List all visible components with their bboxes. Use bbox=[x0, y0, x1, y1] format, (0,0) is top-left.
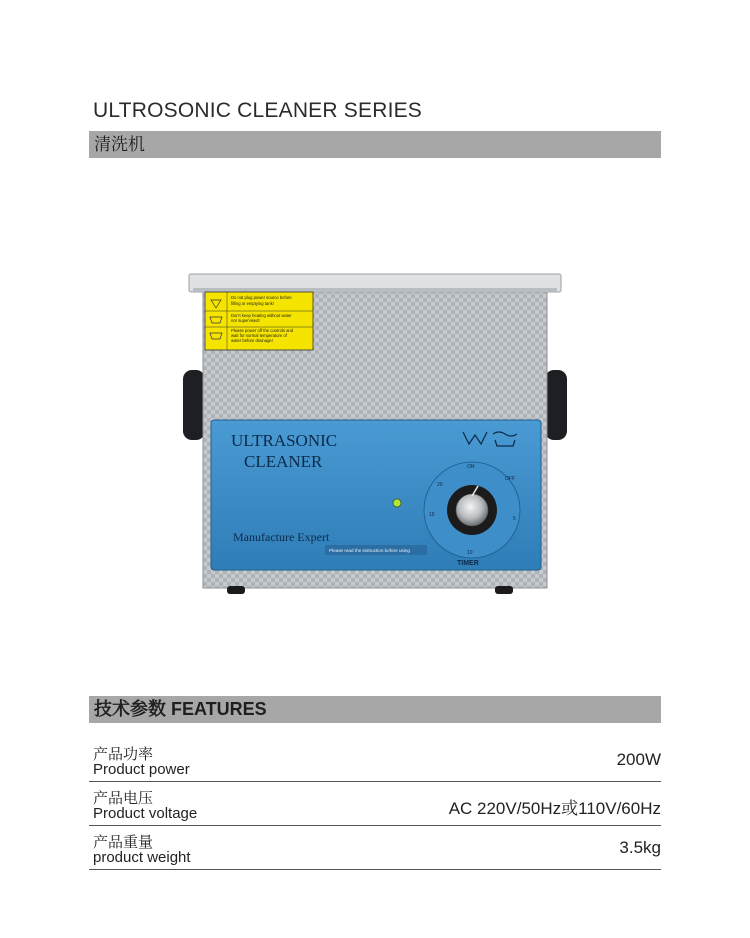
svg-text:10: 10 bbox=[467, 550, 473, 556]
left-handle bbox=[183, 370, 205, 440]
spec-value: 200W bbox=[616, 750, 661, 769]
indicator-light bbox=[393, 499, 401, 507]
timer-label: TIMER bbox=[457, 560, 479, 567]
right-handle bbox=[545, 370, 567, 440]
section-bar-features: 技术参数 FEATURES bbox=[89, 696, 661, 723]
spec-label-en: Product voltage bbox=[93, 805, 198, 822]
spec-row-voltage bbox=[89, 781, 661, 826]
svg-text:nor supervised!: nor supervised! bbox=[231, 318, 260, 323]
svg-text:15: 15 bbox=[429, 512, 435, 518]
svg-text:Don't keep heating without wat: Don't keep heating without water bbox=[231, 313, 292, 318]
spec-label-cn: 产品电压 bbox=[93, 790, 154, 807]
svg-text:Do not plug power source befor: Do not plug power source before bbox=[231, 295, 292, 300]
page-title: ULTROSONIC CLEANER SERIES bbox=[93, 99, 423, 122]
brand-line-1: ULTRASONIC bbox=[231, 431, 338, 450]
spec-row-power bbox=[89, 737, 661, 782]
notice-text: Please read the instruction before using bbox=[329, 548, 410, 553]
spec-label-cn: 产品重量 bbox=[93, 834, 154, 851]
spec-value: 3.5kg bbox=[619, 838, 661, 857]
spec-label-cn: 产品功率 bbox=[93, 746, 154, 763]
warning-label bbox=[205, 292, 313, 350]
svg-text:filling or emptying tank!: filling or emptying tank! bbox=[231, 301, 274, 306]
spec-value: AC 220V/50Hz或110V/60Hz bbox=[448, 799, 661, 818]
svg-text:5: 5 bbox=[513, 516, 516, 522]
ultrasonic-cleaner-image bbox=[175, 270, 575, 600]
spec-label-en: Product power bbox=[93, 761, 190, 778]
svg-text:Please power off the controls: Please power off the controls and bbox=[231, 328, 294, 333]
svg-text:OFF: OFF bbox=[505, 476, 515, 482]
brand-line-2: CLEANER bbox=[244, 452, 323, 471]
section-bar-cleaner: 清洗机 bbox=[89, 131, 661, 158]
svg-text:wait for normal temperature of: wait for normal temperature of bbox=[231, 333, 287, 338]
svg-text:water before drainage!: water before drainage! bbox=[231, 338, 273, 343]
spec-label-en: product weight bbox=[93, 849, 191, 866]
spec-row-weight bbox=[89, 825, 661, 870]
svg-text:20: 20 bbox=[437, 482, 443, 488]
foot-left bbox=[227, 586, 245, 594]
svg-text:ON: ON bbox=[467, 464, 475, 470]
tagline: Manufacture Expert bbox=[233, 530, 330, 544]
foot-right bbox=[495, 586, 513, 594]
